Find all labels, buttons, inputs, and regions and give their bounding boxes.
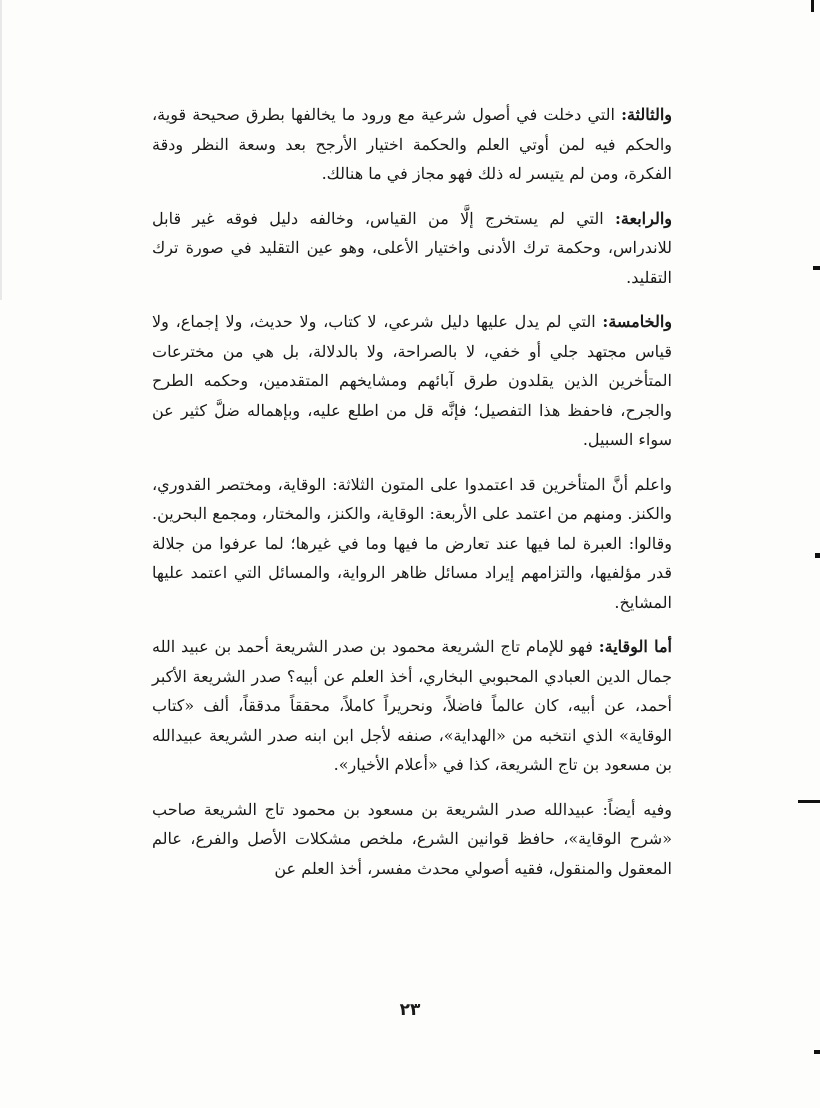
paragraph-fourth [152,204,672,293]
paragraph-body: واعلم أنَّ المتأخرين قد اعتمدوا على المتون الثلاثة: الوقاية، ومختصر القدوري، والكنز. ومنهم من اعتمد على الأربعة: الوقاية، والكنز، والمختار، ومجمع البحرين. وقالوا: العبرة لما فيها عند تعارض ما فيها وما في غيرها؛ لما عرفوا من جلالة قدر مؤلفيها، والتزامهم إيراد مسائل ظاهر الرواية، والمسائل التي اعتمد عليها المشايخ. [152,474,673,612]
paragraph-body: فهو للإمام تاج الشريعة محمود بن صدر الشريعة أحمد بن عبيد الله جمال الدين العبادي المحبوبي البخاري، أخذ العلم عن أبيه؟ صدر الشريعة الأكبر أحمد، عن أبيه، كان عالماً فاضلاً، ونحريراً كاملاً، محققاً مدققاً، ألف «كتاب الوقاية» الذي انتخبه من «الهداية»، صنفه لأجل ابن ابنه صدر الشريعة عبيدالله بن مسعود بن تاج الشريعة، كذا في «أعلام الأخيار». [152,637,672,774]
paragraph-third [152,100,672,189]
paragraph-body: وفيه أيضاً: عبيدالله صدر الشريعة بن مسعود بن محمود تاج الشريعة صاحب «شرح الوقاية»، حافظ قوانين الشرع، ملخص مشكلات الأصل والفرع، عالم المعقول والمنقول، فقيه أصولي محدث مفسر، أخذ العلم عن [152,799,672,878]
paragraph-sadr-sharia [152,795,672,884]
paragraph-fifth [152,307,672,455]
margin-mark [815,553,820,558]
paragraph-wiqaya [152,632,672,780]
text-column [152,100,672,898]
scan-mark [811,0,814,12]
paragraph-lead: أما الوقاية: [598,637,673,656]
margin-mark [814,1050,820,1054]
paragraph-body: التي دخلت في أصول شرعية مع ورود ما يخالفها بطرق صحيحة قوية، والحكم فيه لمن أوتي العلم والحكمة اختيار الأرجح بعد وسعة النظر ودقة الفكرة، ومن لم يتيسر له ذلك فهو مجاز في ما هنالك. [152,105,672,183]
scan-shadow [0,0,2,300]
margin-mark [813,266,820,270]
paragraph-lead: والثالثة: [621,105,672,124]
paragraph-body: التي لم يستخرج إلَّا من القياس، وخالفه دليل فوقه غير قابل للاندراس، وحكمة ترك الأدنى واختيار الأعلى، وهو عين التقليد في صورة ترك التقليد. [152,208,672,287]
page-number: ٢٣ [399,1000,421,1020]
paragraph-body: التي لم يدل عليها دليل شرعي، لا كتاب، ولا حديث، ولا إجماع، ولا قياس مجتهد جلي أو خفي، لا بالصراحة، ولا بالدلالة، بل هي من مخترعات المتأخرين الذين يقلدون طرق آبائهم ومشايخهم المتقدمين، وحكمه الطرح والجرح، فاحفظ هذا التفصيل؛ فإنَّه قل من اطلع عليه، وبإهماله ضلَّ كثير عن سواء السبيل. [152,312,672,449]
paragraph-lead: والرابعة: [615,208,672,228]
margin-mark [798,800,820,803]
paragraph-lead: والخامسة: [602,312,672,331]
paragraph-mutun [152,470,672,618]
